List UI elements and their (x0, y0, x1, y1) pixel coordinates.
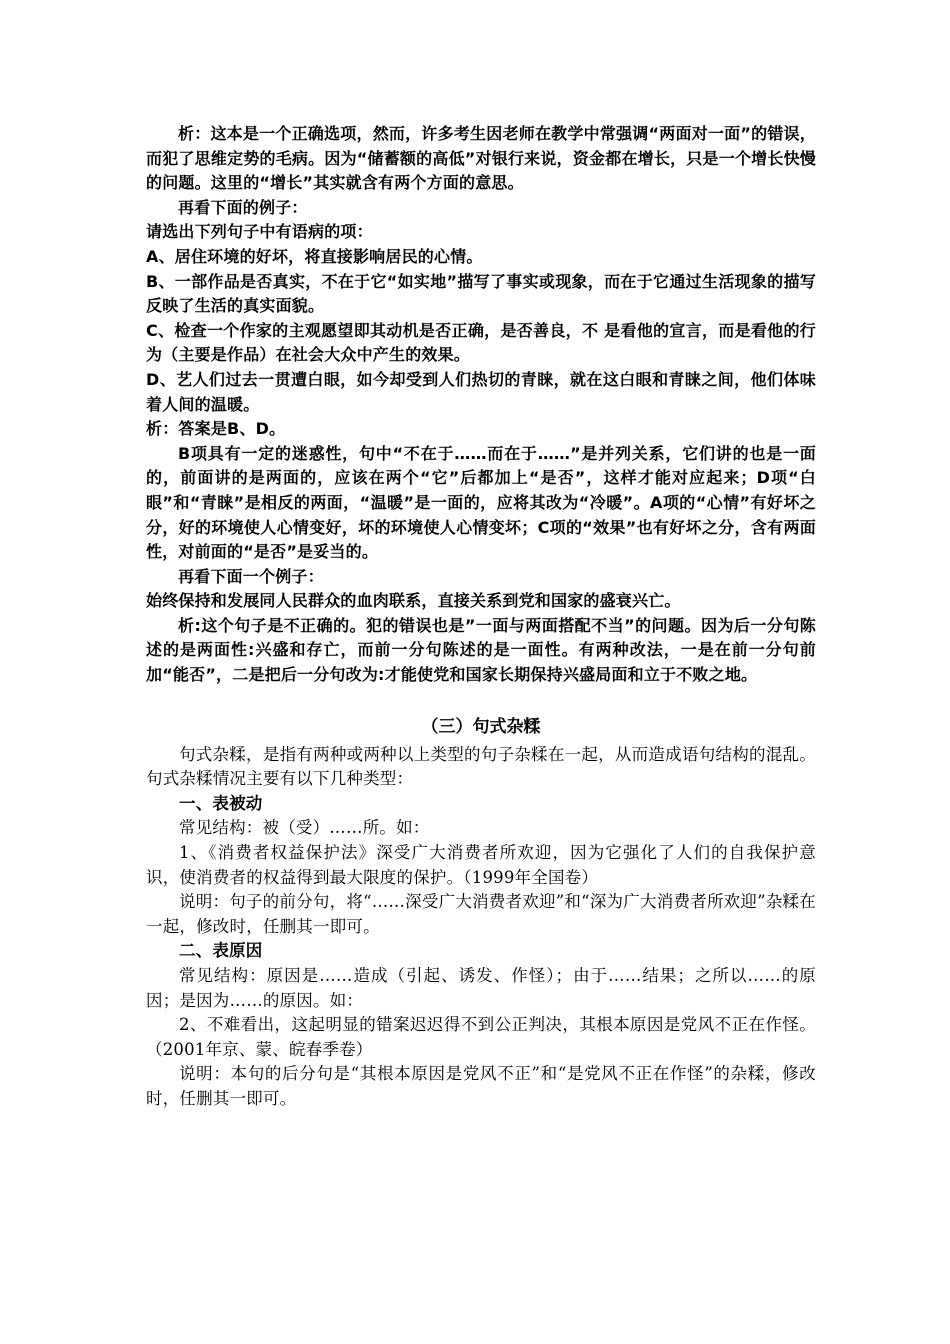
option-d: D、艺人们过去一贯遭白眼，如今却受到人们热切的青睐，就在这白眼和青睐之间，他们体味着人间的温暖。 (146, 369, 816, 414)
passive-example: 1、《消费者权益保护法》深受广大消费者所欢迎，因为它强化了人们的自我保护意识，使消费者的权益得到最大限度的保护。（1999年全国卷） (146, 843, 816, 887)
intro-another-example: 再看下面一个例子： (178, 566, 324, 586)
analysis-paragraph-2: B项具有一定的迷惑性，句中“不在于……而在于……”是并列关系，它们讲的也是一面的，前面讲的是两面的，应该在两个“它”后都加上“是否”，这样才能对应起来；D项“白眼”和“青睐”是相反的两面，“温暖”是一面的，应将其改为“冷暖”。A项的“心情”有好坏之分，好的环境使人心情变好，坏的环境使人心情变坏；C项的“效果”也有好坏之分，含有两面性，对前面的“是否”是妥当的。 (146, 443, 816, 562)
analysis-paragraph-3: 析:这个句子是不正确的。犯的错误也是”一面与两面搭配不当”的问题。因为后一分句陈述的是两面性:兴盛和存亡，而前一分句陈述的是一面性。有两种改法，一是在前一分句前加“能否”，二是把后一分句改为:才能使党和国家长期保持兴盛局面和立于不败之地。 (146, 615, 816, 685)
cause-example: 2、不难看出，这起明显的错案迟迟得不到公正判决，其根本原因是党风不正在作怪。（2001年京、蒙、皖春季卷） (146, 1015, 816, 1059)
option-c: C、检查一个作家的主观愿望即其动机是否正确，是否善良，不 是看他的宣言，而是看他的行为（主要是作品）在社会大众中产生的效果。 (146, 320, 816, 365)
option-b: B、一部作品是否真实，不在于它“如实地”描写了事实或现象，而在于它通过生活现象的描写反映了生活的真实面貌。 (146, 271, 816, 316)
passive-structure: 常见结构：被（受）……所。如： (179, 818, 430, 838)
document-page (146, 122, 816, 1112)
answer-line: 析：答案是B、D。 (146, 419, 286, 439)
subheading-passive: 一、表被动 (179, 793, 263, 813)
analysis-paragraph-1: 析：这本是一个正确选项，然而，许多考生因老师在教学中常强调“两面对一面”的错误，而犯了思维定势的毛病。因为“储蓄额的高低”对银行来说，资金都在增长，只是一个增长快慢的问题。这里的“增长”其实就含有两个方面的意思。 (146, 124, 816, 193)
analysis-section (146, 122, 816, 688)
passive-note: 说明：句子的前分句，将“……深受广大消费者欢迎”和“深为广大消费者所欢迎”杂糅在一起，修改时，任删其一即可。 (146, 892, 816, 936)
option-a: A、居住环境的好坏，将直接影响居民的心情。 (146, 246, 483, 266)
example-sentence: 始终保持和发展同人民群众的血肉联系，直接关系到党和国家的盛衰兴亡。 (146, 591, 681, 611)
intro-next-example: 再看下面的例子： (178, 197, 308, 217)
sentence-mixing-section (146, 743, 816, 1112)
cause-structure: 常见结构：原因是……造成（引起、诱发、作怪）；由于……结果；之所以……的原因；是因为……的原因。如： (146, 966, 816, 1010)
question-prompt: 请选出下列句子中有语病的项： (146, 222, 373, 242)
subheading-cause: 二、表原因 (179, 941, 263, 961)
section-title: （三）句式杂糅 (421, 716, 541, 737)
section-intro: 句式杂糅，是指有两种或两种以上类型的句子杂糅在一起，从而造成语句结构的混乱。句式杂糅情况主要有以下几种类型： (146, 744, 816, 789)
cause-note: 说明：本句的后分句是“其根本原因是党风不正”和“是党风不正在作怪”的杂糅，修改时，任删其一即可。 (146, 1064, 816, 1108)
